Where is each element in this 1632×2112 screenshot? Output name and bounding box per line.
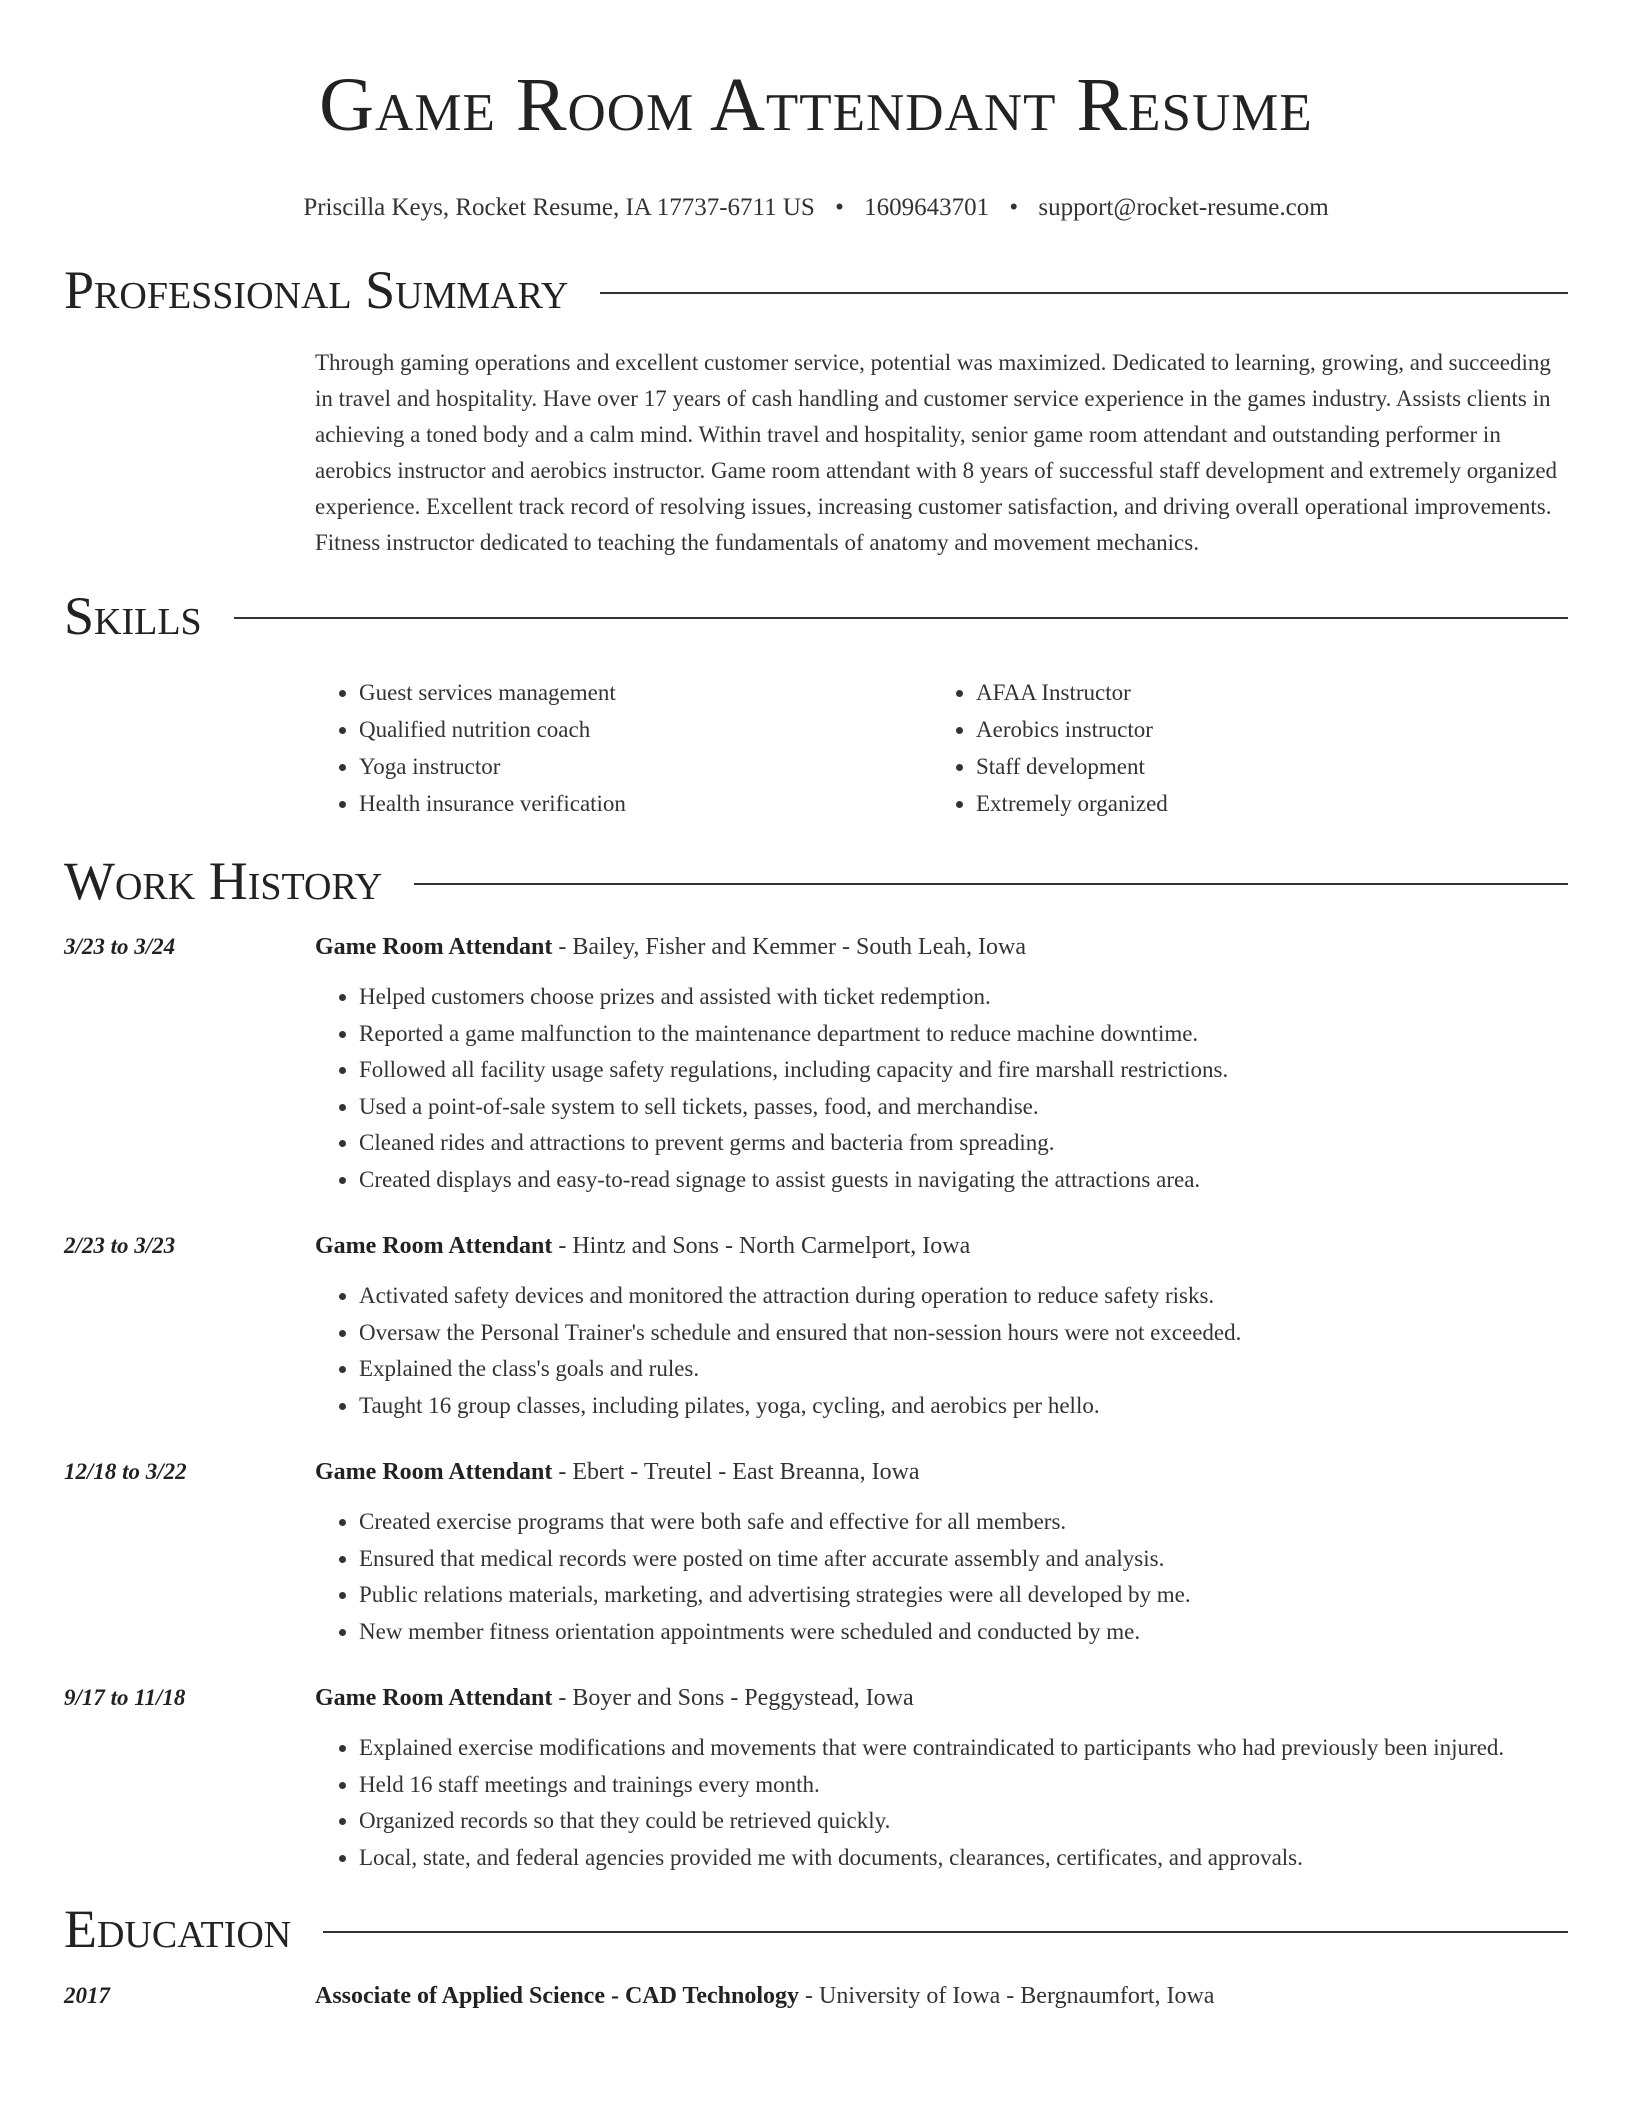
job-heading [315,1228,1568,1264]
contact-separator: • [1009,194,1019,222]
skills-section [64,587,1568,822]
job-role: Game Room Attendant [315,1459,553,1486]
skill-item: • Yoga instructor [359,748,932,785]
contact-email: support@rocket-resume.com [1038,194,1329,222]
skill-item: • Extremely organized [976,785,1549,822]
education-section [64,1900,1568,2013]
job-role: Game Room Attendant [315,1233,553,1260]
summary-title: Professional Summary [64,260,569,321]
education-heading [315,1978,1568,2014]
job-bullet: • Followed all facility usage safety regulations, including capacity and fire marshall restrictions. [359,1052,1568,1089]
education-entry [64,1978,1568,2014]
section-divider [600,292,1568,294]
job-bullet: • Organized records so that they could be retrieved quickly. [359,1803,1568,1840]
job-role: Game Room Attendant [315,934,553,961]
job-bullets [315,979,1568,1198]
job-bullet: • Held 16 staff meetings and trainings every month. [359,1767,1568,1804]
job-role: Game Room Attendant [315,1685,553,1712]
work-history-header [64,852,1568,911]
job-bullet: • Used a point-of-sale system to sell tickets, passes, food, and merchandise. [359,1089,1568,1126]
job-details [315,1454,1568,1650]
job-entry [64,1680,1568,1876]
education-details [315,1978,1568,2014]
skills-column-right [932,674,1549,822]
skills-list [315,674,1568,822]
contact-separator: • [835,194,844,222]
job-bullet: • Created exercise programs that were both safe and effective for all members. [359,1504,1568,1541]
job-employer: - Bailey, Fisher and Kemmer - South Leah, Iowa [552,934,1026,961]
summary-section [64,261,1568,560]
job-bullet: • Explained exercise modifications and movements that were contraindicated to participants who had previously been injured. [359,1730,1568,1767]
summary-text: Through gaming operations and excellent customer service, potential was maximized. Dedicated to learning, growing, and succeeding in travel and hospitality. Have over 17 years of cash handling and customer service experience in the games industry. Assists clients in achieving a toned body and a calm mind. Within travel and hospitality, senior game room attendant and outstanding performer in aerobics instructor and aerobics instructor. Game room attendant with 8 years of successful staff development and extremely organized experience. Excellent track record of resolving issues, increasing customer satisfaction, and driving overall operational improvements. Fitness instructor dedicated to teaching the fundamentals of anatomy and movement mechanics. [315,349,1558,555]
job-bullet: • Oversaw the Personal Trainer's schedule and ensured that non-session hours were not exceeded. [359,1315,1568,1352]
job-dates: 12/18 to 3/22 [64,1459,187,1485]
skill-item: • Guest services management [359,674,932,711]
job-bullet: • New member fitness orientation appointments were scheduled and conducted by me. [359,1614,1568,1651]
job-bullet: • Explained the class's goals and rules. [359,1351,1568,1388]
job-heading [315,1454,1568,1490]
job-bullet: • Helped customers choose prizes and assisted with ticket redemption. [359,979,1568,1016]
job-bullet: • Public relations materials, marketing, and advertising strategies were all developed by me. [359,1577,1568,1614]
skills-column-left [315,674,932,822]
education-school: - University of Iowa - Bergnaumfort, Iowa [799,1982,1215,2009]
job-details [315,1228,1568,1424]
job-bullet: • Ensured that medical records were posted on time after accurate assembly and analysis. [359,1541,1568,1578]
education-title: Education [64,1899,292,1960]
skill-item: • Aerobics instructor [976,711,1549,748]
job-employer: - Boyer and Sons - Peggystead, Iowa [552,1685,914,1712]
job-entry [64,1454,1568,1650]
job-bullet: • Taught 16 group classes, including pilates, yoga, cycling, and aerobics per hello. [359,1388,1568,1425]
skill-item: • Qualified nutrition coach [359,711,932,748]
job-bullet: • Reported a game malfunction to the maintenance department to reduce machine downtime. [359,1016,1568,1053]
summary-header [64,261,1568,320]
skills-header [64,587,1568,646]
skills-title: Skills [64,585,202,646]
section-divider [414,883,1568,885]
skill-item: • AFAA Instructor [976,674,1549,711]
job-employer: - Ebert - Treutel - East Breanna, Iowa [552,1459,920,1486]
work-history-title: Work History [64,850,383,911]
job-entry [64,929,1568,1198]
job-entry [64,1228,1568,1424]
contact-phone: 1609643701 [864,194,990,222]
job-details [315,1680,1568,1876]
education-degree: Associate of Applied Science - CAD Technology [315,1982,800,2009]
resume-title: Game Room Attendant Resume [319,63,1313,147]
contact-line [64,193,1568,223]
contact-address: Priscilla Keys, Rocket Resume, IA 17737-6711 US [303,194,815,222]
job-bullet: • Activated safety devices and monitored the attraction during operation to reduce safety risks. [359,1278,1568,1315]
job-bullet: • Created displays and easy-to-read signage to assist guests in navigating the attractions area. [359,1162,1568,1199]
section-divider [234,617,1568,619]
education-year: 2017 [64,1982,110,2008]
job-heading [315,929,1568,965]
job-dates: 2/23 to 3/23 [64,1233,176,1259]
work-history-section [64,852,1568,1876]
job-bullet: • Cleaned rides and attractions to prevent germs and bacteria from spreading. [359,1125,1568,1162]
skill-item: • Staff development [976,748,1549,785]
skill-item: • Health insurance verification [359,785,932,822]
job-bullets [315,1730,1568,1876]
section-divider [323,1931,1568,1933]
job-employer: - Hintz and Sons - North Carmelport, Iowa [552,1233,971,1260]
job-dates: 3/23 to 3/24 [64,934,176,960]
job-bullet: • Local, state, and federal agencies provided me with documents, clearances, certificates, and approvals. [359,1840,1568,1877]
job-bullets [315,1504,1568,1650]
job-heading [315,1680,1568,1716]
job-dates: 9/17 to 11/18 [64,1685,186,1711]
job-details [315,929,1568,1198]
job-bullets [315,1278,1568,1424]
education-header [64,1900,1568,1959]
